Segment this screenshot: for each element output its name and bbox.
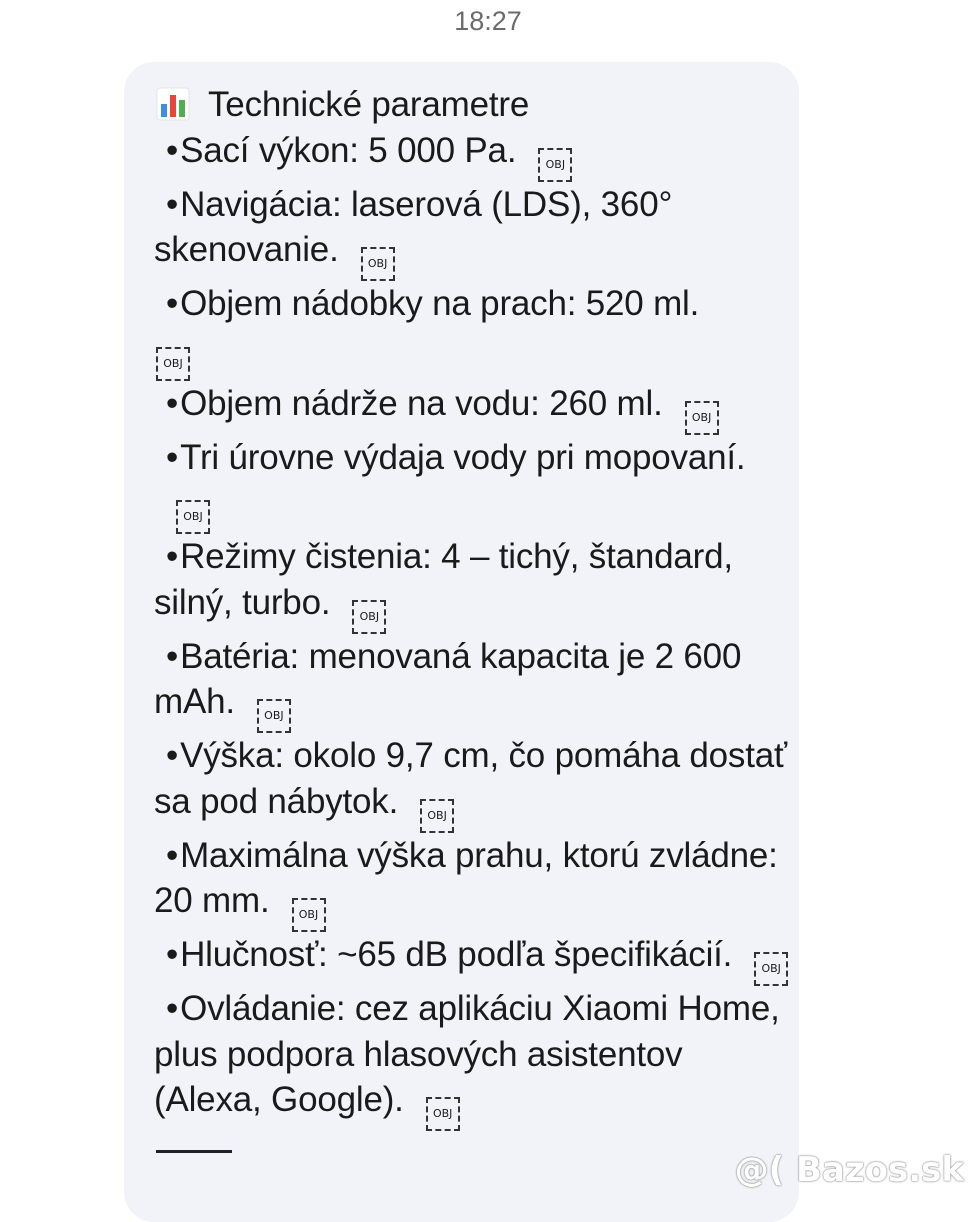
spec-text: Navigácia: laserová (LDS), 360° skenovanie. <box>154 184 673 269</box>
spec-item-suction <box>154 128 794 182</box>
spec-text: Batéria: menovaná kapacita je 2 600 mAh. <box>154 636 742 721</box>
bullet: • <box>166 636 179 676</box>
spec-item-battery <box>154 634 794 734</box>
spec-text: Výška: okolo 9,7 cm, čo pomáha dostať sa pod nábytok. <box>154 736 787 821</box>
object-placeholder-icon: OBJ <box>685 401 719 435</box>
object-placeholder-icon: OBJ <box>754 952 788 986</box>
bullet: • <box>166 284 179 323</box>
watermark: @( Bazos.sk <box>734 1150 964 1190</box>
spec-text: Objem nádobky na prach: 520 ml. <box>180 284 700 323</box>
spec-text: Ovládanie: cez aplikáciu Xiaomi Home, plus podpora hlasových asistentov (Alexa, Google). <box>154 989 780 1119</box>
object-placeholder-icon: OBJ <box>538 148 572 182</box>
bullet: • <box>166 835 179 875</box>
bullet: • <box>166 437 179 477</box>
spec-item-modes <box>154 534 794 634</box>
spec-text: Objem nádrže na vodu: 260 ml. <box>180 383 663 423</box>
bullet: • <box>166 130 179 170</box>
object-placeholder-icon: OBJ <box>176 500 210 534</box>
bullet: • <box>166 184 179 224</box>
object-placeholder-icon: OBJ <box>257 699 291 733</box>
spec-text: Tri úrovne výdaja vody pri mopovaní. <box>180 437 746 477</box>
spec-item-navigation <box>154 182 794 282</box>
bullet: • <box>166 537 179 576</box>
object-placeholder-icon: OBJ <box>292 898 326 932</box>
spec-text: Režimy čistenia: 4 – tichý, štandard, silný, turbo. <box>154 537 733 622</box>
object-placeholder-icon: OBJ <box>420 799 454 833</box>
bullet: • <box>166 736 179 775</box>
spec-text: Sací výkon: 5 000 Pa. <box>180 130 517 170</box>
spec-item-water-levels <box>154 435 794 535</box>
message-timestamp: 18:27 <box>454 6 522 36</box>
spec-item-threshold <box>154 833 794 933</box>
spec-item-water-tank <box>154 381 794 435</box>
divider-line <box>156 1150 232 1153</box>
spec-item-noise <box>154 932 794 986</box>
bullet: • <box>166 989 179 1028</box>
heading-row <box>154 82 794 128</box>
bar-chart-emoji-icon <box>156 87 190 121</box>
spec-item-dust-bin <box>154 281 794 381</box>
object-placeholder-icon: OBJ <box>426 1097 460 1131</box>
message-text <box>154 82 794 1131</box>
spec-text: Hlučnosť: ~65 dB podľa špecifikácií. <box>180 935 733 974</box>
bullet: • <box>166 383 179 423</box>
object-placeholder-icon: OBJ <box>352 600 386 634</box>
heading-text: Technické parametre <box>208 85 530 124</box>
object-placeholder-icon: OBJ <box>361 247 395 281</box>
spec-text: Maximálna výška prahu, ktorú zvládne: 20 mm. <box>154 835 778 920</box>
spec-item-height <box>154 733 794 833</box>
bullet: • <box>166 935 179 974</box>
object-placeholder-icon: OBJ <box>156 347 190 381</box>
spec-item-control <box>154 986 794 1131</box>
